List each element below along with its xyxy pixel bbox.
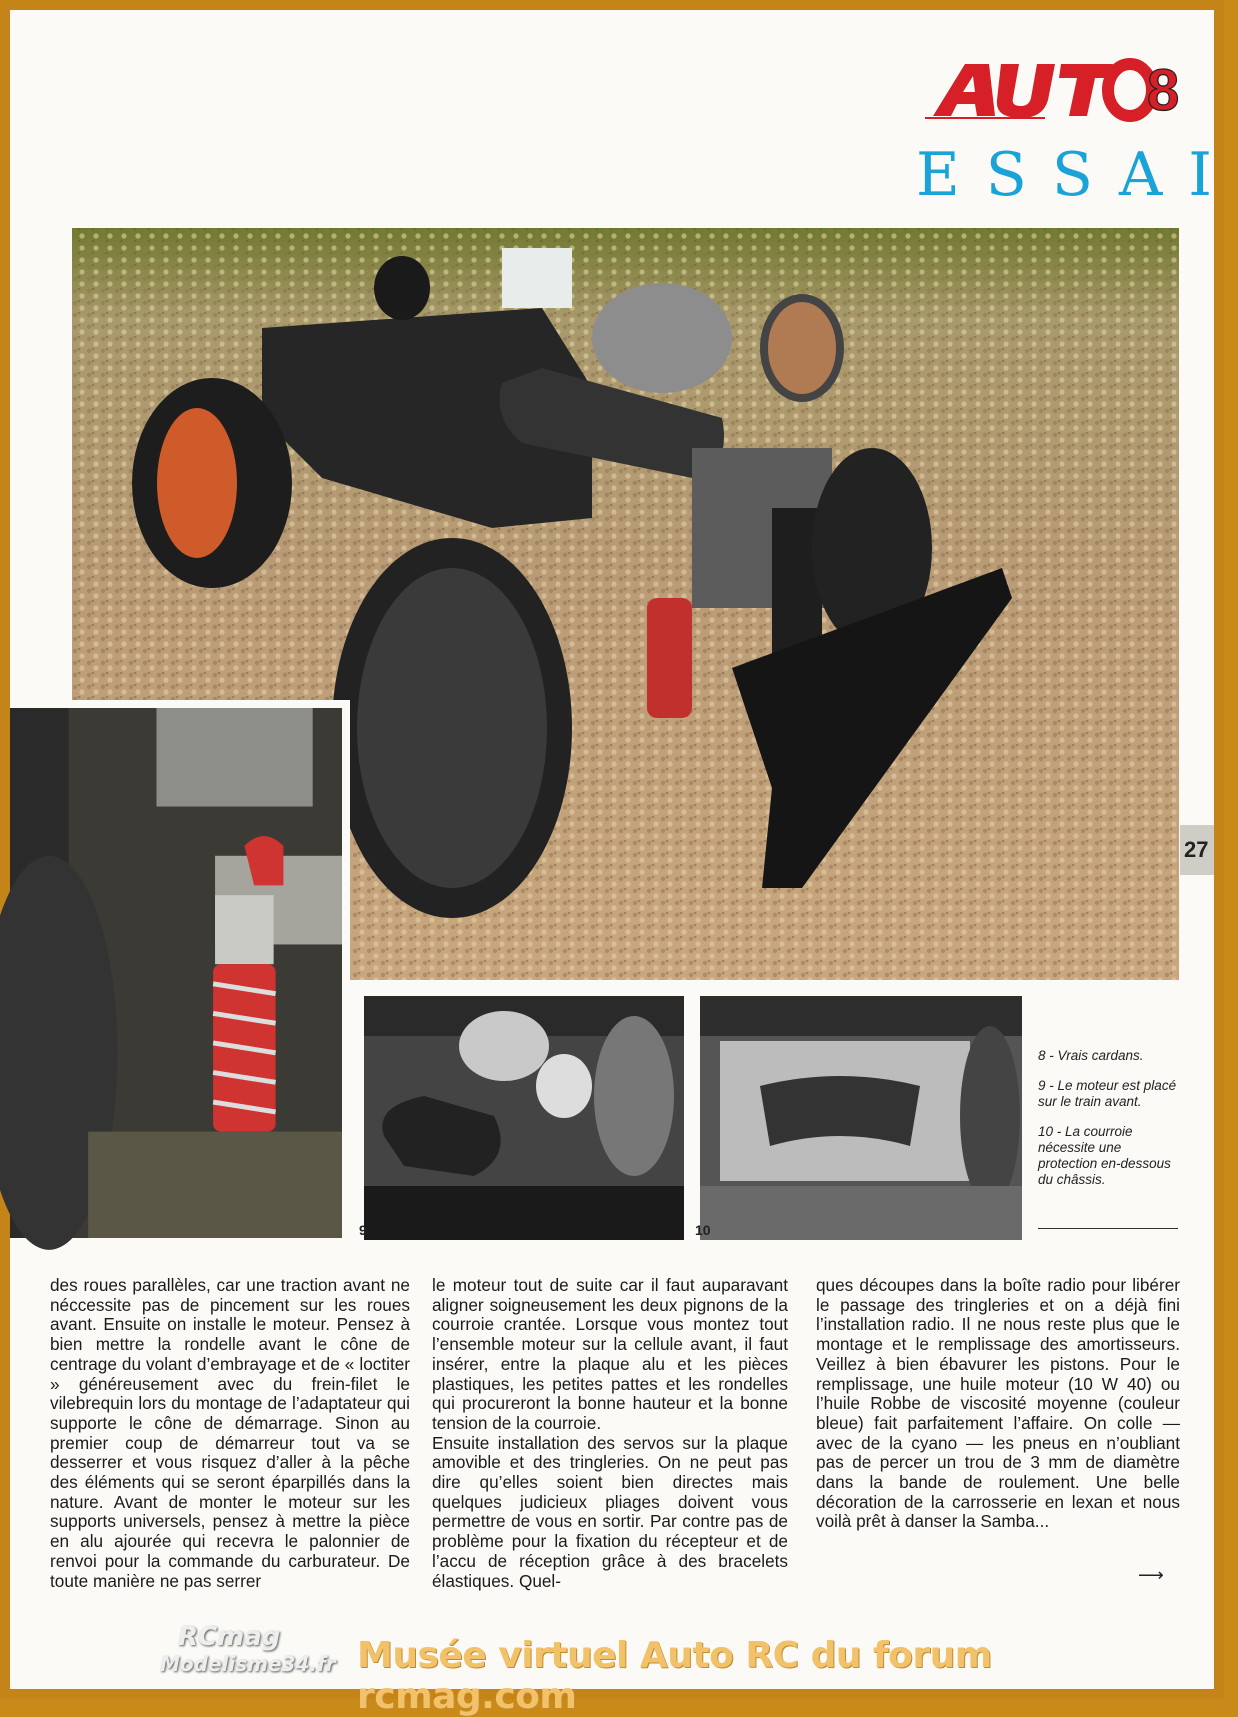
figure-label-9: 9 (359, 1222, 367, 1238)
inset-photo-shock (10, 700, 350, 1238)
column-2-paragraph-1: le moteur tout de suite car il faut auparavant aligner soigneusement les deux pignons de la courroie crantée. Lorsque vous montez tout l’ensemble moteur sur la cellule avant, il faut insérer, entre la plaque alu et les pièces plastiques, les petites pattes et les rondelles qui procureront la bonne hauteur et la bonne tension de la courroie. (432, 1275, 788, 1433)
column-2-paragraph-2: Ensuite installation des servos sur la plaque amovible et des tringleries. On ne peut pas dire qu’elles soient bien directes mais quelques judicieux pliages doivent vous permettre de vous en sortir. Par contre pas de problème pour la fixation du récepteur et de l’accu de réception grâce à des bracelets élastiques. Quel- (432, 1432, 788, 1591)
magazine-page (10, 10, 1238, 1717)
caption-10: 10 - La courroie nécessite une protection en-dessous du châssis. (1038, 1124, 1171, 1187)
watermark-text: Musée virtuel Auto RC du forum rcmag.com (357, 1635, 992, 1717)
section-title: ESSAI (916, 140, 1238, 210)
photo-engine-bw (364, 996, 684, 1240)
column-3-text: ques découpes dans la boîte radio pour libérer le passage des tringleries et on a déjà fini l’installation radio. Il ne nous reste plus que le montage et le remplissage des amortisseurs. Veillez à bien ébavurer les pistons. Pour le remplissage, une huile moteur (10 W 40) ou l’huile Robbe de viscosité moyenne (couleur bleue) fait parfaitement l’affaire. On colle — avec de la cyano — les pneus en n’oubliant pas de percer un trou de 3 mm de diamètre dans la bande de roulement. Une belle décoration de la carrosserie en lexan et nous voilà prêt à danser la Samba... (816, 1275, 1180, 1532)
caption-9: 9 - Le moteur est placé sur le train avant. (1038, 1078, 1177, 1109)
photo-belt-bw (700, 996, 1022, 1240)
rcmag-logo: RCmag (178, 1622, 281, 1652)
svg-text:8: 8 (1147, 58, 1180, 123)
modelisme34-logo: Modelisme34.fr (160, 1652, 336, 1676)
article-column-1 (50, 1276, 410, 1616)
column-1-text: des roues parallèles, car une traction avant ne néccessite pas de pincement sur les roues avant. Ensuite on installe le moteur. Pensez à bien mettre la rondelle avant le cône de centrage du volant d’embrayage et de « loctiter » généreusement avec du frein-filet le vilebrequin lors du montage de l’adaptateur qui supporte le cône de démarrage. Sinon au premier coup de démarreur tout va se desserrer et vous risquez d’aller à la pêche des éléments qui se seront éparpillés dans la nature. Avant de monter le moteur sur les supports universels, pensez à mettre la pièce en alu ajourée qui recevra le palonnier de renvoi pour la commande du carburateur. De toute manière ne pas serrer (50, 1275, 410, 1591)
auto8-logo (925, 58, 1185, 123)
caption-8: 8 - Vrais cardans. (1038, 1048, 1144, 1063)
caption-rule (1038, 1228, 1178, 1229)
figure-label-10: 10 (695, 1222, 711, 1238)
article-column-2 (432, 1276, 788, 1616)
continue-arrow: ⟶ (1138, 1565, 1164, 1585)
figure-captions (1038, 1048, 1178, 1202)
page-number: 27 (1180, 825, 1214, 875)
article-column-3 (816, 1276, 1180, 1616)
